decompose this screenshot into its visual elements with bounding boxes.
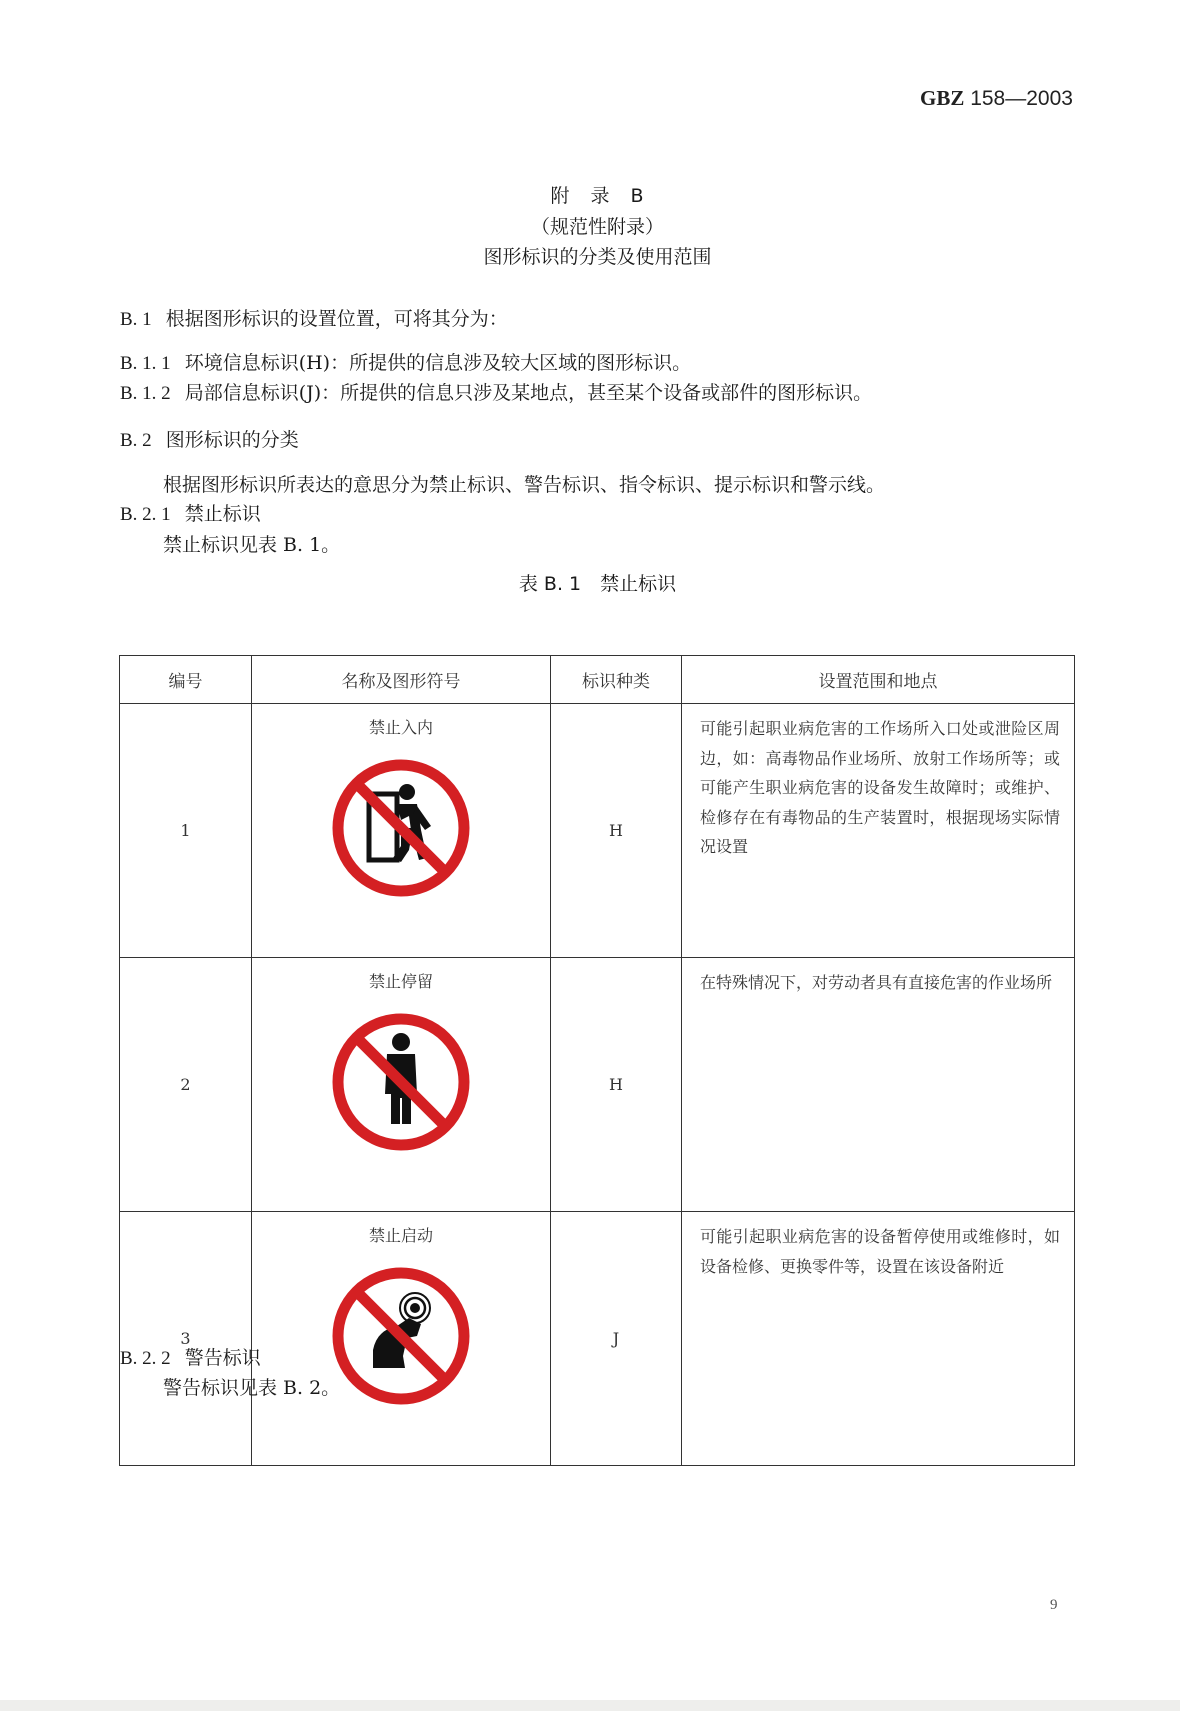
no-start-sign-icon <box>331 1266 471 1406</box>
section-b2-2-paragraph: 警告标识见表 B. 2。 <box>163 1377 341 1399</box>
column-header-sign-kind: 标识种类 <box>551 656 682 704</box>
sign-scope: 在特殊情况下，对劳动者具有直接危害的作业场所 <box>682 958 1075 1212</box>
page-bottom-edge <box>0 1700 1180 1711</box>
section-b1-1: B. 1. 1 环境信息标识(H)：所提供的信息涉及较大区域的图形标识。 <box>120 352 692 374</box>
sign-cell <box>252 704 551 958</box>
section-b1: B. 1 根据图形标识的设置位置，可将其分为： <box>120 308 508 330</box>
sign-name: 禁止入内 <box>368 718 433 737</box>
appendix-heading: 图形标识的分类及使用范围 <box>483 246 712 268</box>
section-b1-2: B. 1. 2 局部信息标识(J)：所提供的信息只涉及某地点，甚至某个设备或部件的图形标识。 <box>120 382 873 404</box>
page-number: 9 <box>1050 1597 1058 1613</box>
sign-scope: 可能引起职业病危害的设备暂停使用或维修时，如设备检修、更换零件等，设置在该设备附近 <box>682 1212 1075 1466</box>
standard-code: GBZ 158—2003 <box>920 86 1073 110</box>
prohibition-signs-table <box>119 655 1075 1466</box>
row-number: 3 <box>120 1212 252 1466</box>
table-caption: 表 B. 1 禁止标识 <box>518 573 677 595</box>
sign-cell <box>252 1212 551 1466</box>
section-b2: B. 2 图形标识的分类 <box>120 429 299 451</box>
section-b2-1-paragraph: 禁止标识见表 B. 1。 <box>163 534 341 556</box>
table-row <box>120 704 1075 958</box>
column-header-name-symbol: 名称及图形符号 <box>252 656 551 704</box>
table-row <box>120 1212 1075 1466</box>
section-b2-1: B. 2. 1 禁止标识 <box>120 503 261 525</box>
table-row <box>120 958 1075 1212</box>
column-header-scope: 设置范围和地点 <box>682 656 1075 704</box>
sign-cell <box>252 958 551 1212</box>
sign-name: 禁止启动 <box>368 1226 433 1245</box>
section-b2-2: B. 2. 2 警告标识 <box>120 1347 261 1369</box>
sign-kind: H <box>551 958 682 1212</box>
sign-kind: J <box>551 1212 682 1466</box>
no-entry-sign-icon <box>331 758 471 898</box>
appendix-subtitle: （规范性附录） <box>530 216 664 238</box>
column-header-number: 编号 <box>120 656 252 704</box>
sign-scope: 可能引起职业病危害的工作场所入口处或泄险区周边，如：高毒物品作业场所、放射工作场所等；或可能产生职业病危害的设备发生故障时；或维护、检修存在有毒物品的生产装置时，根据现场实际情况设置 <box>682 704 1075 958</box>
row-number: 2 <box>120 958 252 1212</box>
table-header-row <box>120 656 1075 704</box>
section-b2-paragraph: 根据图形标识所表达的意思分为禁止标识、警告标识、指令标识、提示标识和警示线。 <box>163 474 886 496</box>
row-number: 1 <box>120 704 252 958</box>
no-stopping-sign-icon <box>331 1012 471 1152</box>
sign-kind: H <box>551 704 682 958</box>
sign-name: 禁止停留 <box>368 972 433 991</box>
appendix-title: 附 录 B <box>550 185 645 207</box>
